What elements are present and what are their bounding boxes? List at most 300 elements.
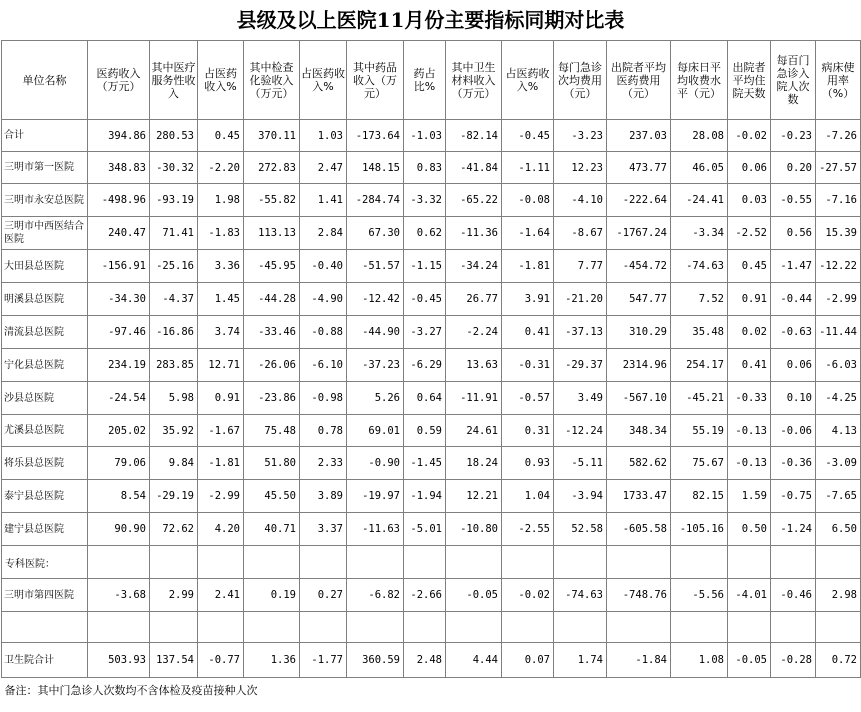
empty-cell (347, 612, 404, 643)
value-cell: -19.97 (347, 480, 404, 513)
column-header: 出院者平均医药费用（元） (607, 41, 671, 120)
table-body (2, 41, 861, 703)
value-cell: 24.61 (446, 415, 502, 447)
value-cell: -3.94 (554, 480, 607, 513)
value-cell: -8.67 (554, 217, 607, 250)
value-cell: 0.91 (728, 283, 771, 316)
value-cell: -82.14 (446, 120, 502, 152)
value-cell: 26.77 (446, 283, 502, 316)
value-cell: -3.27 (404, 316, 446, 349)
value-cell: 205.02 (88, 415, 150, 447)
value-cell: 5.26 (347, 382, 404, 415)
value-cell: -1.24 (771, 513, 816, 546)
value-cell: 45.50 (244, 480, 300, 513)
value-cell: -3.68 (88, 579, 150, 612)
value-cell: 280.53 (150, 120, 198, 152)
unit-name: 三明市第四医院 (2, 579, 88, 612)
value-cell: 90.90 (88, 513, 150, 546)
value-cell: -0.08 (502, 184, 554, 217)
value-cell: 0.45 (728, 250, 771, 283)
value-cell: -25.16 (150, 250, 198, 283)
value-cell: 348.34 (607, 415, 671, 447)
value-cell: 503.93 (88, 643, 150, 678)
value-cell: -3.34 (671, 217, 728, 250)
column-header: 病床使用率（%） (816, 41, 861, 120)
value-cell: -1.47 (771, 250, 816, 283)
column-header: 其中检查化验收入（万元） (244, 41, 300, 120)
empty-cell (502, 612, 554, 643)
value-cell: 0.27 (300, 579, 347, 612)
value-cell: 3.49 (554, 382, 607, 415)
value-cell: 2.47 (300, 152, 347, 184)
value-cell: 3.89 (300, 480, 347, 513)
value-cell: -156.91 (88, 250, 150, 283)
blank-row (2, 612, 861, 643)
column-header: 出院者平均住院天数 (728, 41, 771, 120)
empty-cell (198, 546, 244, 579)
value-cell: 0.31 (502, 415, 554, 447)
value-cell: 3.36 (198, 250, 244, 283)
value-cell: -0.90 (347, 447, 404, 480)
unit-name: 明溪县总医院 (2, 283, 88, 316)
value-cell: 137.54 (150, 643, 198, 678)
table-row (2, 447, 861, 480)
value-cell: -0.44 (771, 283, 816, 316)
column-header: 医药收入（万元） (88, 41, 150, 120)
value-cell: -4.10 (554, 184, 607, 217)
value-cell: 52.58 (554, 513, 607, 546)
value-cell: 0.83 (404, 152, 446, 184)
empty-cell (347, 546, 404, 579)
value-cell: 51.80 (244, 447, 300, 480)
table-title: 县级及以上医院11月份主要指标同期对比表 (236, 8, 625, 32)
value-cell: -0.77 (198, 643, 244, 678)
value-cell: -6.03 (816, 349, 861, 382)
empty-cell (300, 612, 347, 643)
unit-name: 合计 (2, 120, 88, 152)
column-header: 其中卫生材料收入（万元） (446, 41, 502, 120)
value-cell: -3.32 (404, 184, 446, 217)
value-cell: 0.62 (404, 217, 446, 250)
value-cell: -4.37 (150, 283, 198, 316)
value-cell: -2.99 (198, 480, 244, 513)
value-cell: -1.81 (198, 447, 244, 480)
column-header: 每百门急诊入院人次数 (771, 41, 816, 120)
value-cell: -6.29 (404, 349, 446, 382)
value-cell: 2.33 (300, 447, 347, 480)
value-cell: -0.02 (502, 579, 554, 612)
value-cell: -12.42 (347, 283, 404, 316)
empty-cell (88, 546, 150, 579)
note-row (2, 678, 861, 703)
unit-name: 卫生院合计 (2, 643, 88, 678)
value-cell: -748.76 (607, 579, 671, 612)
value-cell: -284.74 (347, 184, 404, 217)
value-cell: 1.41 (300, 184, 347, 217)
empty-cell (771, 546, 816, 579)
empty-cell (816, 612, 861, 643)
value-cell: -0.23 (771, 120, 816, 152)
unit-name: 尤溪县总医院 (2, 415, 88, 447)
value-cell: 4.13 (816, 415, 861, 447)
column-header: 每床日平均收费水平（元） (671, 41, 728, 120)
unit-name: 三明市永安总医院 (2, 184, 88, 217)
table-row (2, 316, 861, 349)
value-cell: -45.95 (244, 250, 300, 283)
value-cell: 2.84 (300, 217, 347, 250)
value-cell: -74.63 (554, 579, 607, 612)
value-cell: -2.20 (198, 152, 244, 184)
value-cell: -5.56 (671, 579, 728, 612)
value-cell: 237.03 (607, 120, 671, 152)
table-row (2, 513, 861, 546)
empty-cell (300, 546, 347, 579)
empty-cell (816, 546, 861, 579)
value-cell: -0.88 (300, 316, 347, 349)
value-cell: -2.52 (728, 217, 771, 250)
column-header: 每门急诊次均费用（元） (554, 41, 607, 120)
value-cell: -4.25 (816, 382, 861, 415)
value-cell: -0.75 (771, 480, 816, 513)
value-cell: -4.90 (300, 283, 347, 316)
footnote: 备注：其中门急诊人次数均不含体检及疫苗接种人次 (2, 678, 861, 703)
value-cell: -11.36 (446, 217, 502, 250)
unit-name: 将乐县总医院 (2, 447, 88, 480)
value-cell: 0.41 (728, 349, 771, 382)
table-row (2, 152, 861, 184)
value-cell: 4.20 (198, 513, 244, 546)
value-cell: -0.63 (771, 316, 816, 349)
value-cell: -45.21 (671, 382, 728, 415)
value-cell: 3.74 (198, 316, 244, 349)
value-cell: -97.46 (88, 316, 150, 349)
value-cell: -1.11 (502, 152, 554, 184)
empty-cell (198, 612, 244, 643)
value-cell: -44.28 (244, 283, 300, 316)
value-cell: -3.09 (816, 447, 861, 480)
value-cell: 0.41 (502, 316, 554, 349)
column-header: 占医药收入% (502, 41, 554, 120)
table-row (2, 643, 861, 678)
value-cell: 0.72 (816, 643, 861, 678)
value-cell: -2.99 (816, 283, 861, 316)
value-cell: -30.32 (150, 152, 198, 184)
empty-cell (88, 612, 150, 643)
value-cell: 2.41 (198, 579, 244, 612)
value-cell: 0.78 (300, 415, 347, 447)
empty-cell (771, 612, 816, 643)
value-cell: 67.30 (347, 217, 404, 250)
empty-cell (244, 546, 300, 579)
value-cell: 55.19 (671, 415, 728, 447)
value-cell: 35.48 (671, 316, 728, 349)
value-cell: 1733.47 (607, 480, 671, 513)
value-cell: -44.90 (347, 316, 404, 349)
value-cell: -65.22 (446, 184, 502, 217)
value-cell: 148.15 (347, 152, 404, 184)
table-row (2, 120, 861, 152)
empty-cell (607, 612, 671, 643)
value-cell: 1.04 (502, 480, 554, 513)
value-cell: -16.86 (150, 316, 198, 349)
column-header: 占医药收入% (300, 41, 347, 120)
table-row (2, 217, 861, 250)
unit-name: 沙县总医院 (2, 382, 88, 415)
value-cell: 12.23 (554, 152, 607, 184)
column-header: 其中医疗服务性收入 (150, 41, 198, 120)
header-row (2, 41, 861, 120)
value-cell: -0.98 (300, 382, 347, 415)
table-row (2, 283, 861, 316)
table-row (2, 349, 861, 382)
value-cell: -21.20 (554, 283, 607, 316)
empty-cell (150, 546, 198, 579)
value-cell: 5.98 (150, 382, 198, 415)
value-cell: -29.19 (150, 480, 198, 513)
value-cell: -0.33 (728, 382, 771, 415)
value-cell: -11.63 (347, 513, 404, 546)
value-cell: -0.55 (771, 184, 816, 217)
value-cell: 1.45 (198, 283, 244, 316)
value-cell: 1.74 (554, 643, 607, 678)
value-cell: -26.06 (244, 349, 300, 382)
value-cell: -37.13 (554, 316, 607, 349)
value-cell: -6.82 (347, 579, 404, 612)
value-cell: -93.19 (150, 184, 198, 217)
value-cell: -6.10 (300, 349, 347, 382)
table-row (2, 250, 861, 283)
value-cell: 75.67 (671, 447, 728, 480)
value-cell: -173.64 (347, 120, 404, 152)
value-cell: 473.77 (607, 152, 671, 184)
value-cell: 75.48 (244, 415, 300, 447)
value-cell: 7.52 (671, 283, 728, 316)
value-cell: 13.63 (446, 349, 502, 382)
value-cell: 0.93 (502, 447, 554, 480)
unit-name: 建宁县总医院 (2, 513, 88, 546)
value-cell: -1767.24 (607, 217, 671, 250)
value-cell: -4.01 (728, 579, 771, 612)
empty-cell (2, 612, 88, 643)
value-cell: 3.91 (502, 283, 554, 316)
value-cell: 1.59 (728, 480, 771, 513)
value-cell: -1.67 (198, 415, 244, 447)
value-cell: 12.71 (198, 349, 244, 382)
value-cell: 71.41 (150, 217, 198, 250)
value-cell: 35.92 (150, 415, 198, 447)
value-cell: -0.13 (728, 447, 771, 480)
value-cell: 0.45 (198, 120, 244, 152)
value-cell: 547.77 (607, 283, 671, 316)
value-cell: 348.83 (88, 152, 150, 184)
value-cell: -7.65 (816, 480, 861, 513)
value-cell: 3.37 (300, 513, 347, 546)
value-cell: -1.45 (404, 447, 446, 480)
value-cell: -74.63 (671, 250, 728, 283)
value-cell: 12.21 (446, 480, 502, 513)
value-cell: -24.54 (88, 382, 150, 415)
indicator-table (1, 40, 861, 703)
section-label: 专科医院： (2, 546, 88, 579)
column-header: 单位名称 (2, 41, 88, 120)
value-cell: -34.24 (446, 250, 502, 283)
value-cell: 1.98 (198, 184, 244, 217)
unit-name: 泰宁县总医院 (2, 480, 88, 513)
value-cell: -1.03 (404, 120, 446, 152)
table-row (2, 382, 861, 415)
value-cell: -5.01 (404, 513, 446, 546)
empty-cell (728, 612, 771, 643)
value-cell: -10.80 (446, 513, 502, 546)
value-cell: -3.23 (554, 120, 607, 152)
value-cell: 82.15 (671, 480, 728, 513)
empty-cell (554, 612, 607, 643)
value-cell: 394.86 (88, 120, 150, 152)
column-header: 其中药品收入（万元） (347, 41, 404, 120)
value-cell: 240.47 (88, 217, 150, 250)
value-cell: -27.57 (816, 152, 861, 184)
value-cell: 2314.96 (607, 349, 671, 382)
value-cell: -33.46 (244, 316, 300, 349)
value-cell: -1.15 (404, 250, 446, 283)
value-cell: -5.11 (554, 447, 607, 480)
value-cell: -12.24 (554, 415, 607, 447)
unit-name: 清流县总医院 (2, 316, 88, 349)
empty-cell (671, 612, 728, 643)
value-cell: 310.29 (607, 316, 671, 349)
empty-cell (502, 546, 554, 579)
table-row (2, 480, 861, 513)
value-cell: 0.19 (244, 579, 300, 612)
value-cell: -24.41 (671, 184, 728, 217)
value-cell: 15.39 (816, 217, 861, 250)
value-cell: 254.17 (671, 349, 728, 382)
empty-cell (404, 612, 446, 643)
value-cell: -29.37 (554, 349, 607, 382)
value-cell: 0.64 (404, 382, 446, 415)
value-cell: -567.10 (607, 382, 671, 415)
value-cell: 28.08 (671, 120, 728, 152)
value-cell: -105.16 (671, 513, 728, 546)
value-cell: -0.13 (728, 415, 771, 447)
value-cell: -55.82 (244, 184, 300, 217)
value-cell: -12.22 (816, 250, 861, 283)
value-cell: -41.84 (446, 152, 502, 184)
value-cell: 0.20 (771, 152, 816, 184)
column-header: 药占比% (404, 41, 446, 120)
value-cell: 0.06 (728, 152, 771, 184)
value-cell: -1.77 (300, 643, 347, 678)
unit-name: 三明市中西医结合医院 (2, 217, 88, 250)
value-cell: 79.06 (88, 447, 150, 480)
value-cell: -7.16 (816, 184, 861, 217)
empty-cell (244, 612, 300, 643)
value-cell: 7.77 (554, 250, 607, 283)
value-cell: 272.83 (244, 152, 300, 184)
value-cell: 0.06 (771, 349, 816, 382)
value-cell: 582.62 (607, 447, 671, 480)
value-cell: -0.45 (502, 120, 554, 152)
value-cell: -1.84 (607, 643, 671, 678)
value-cell: 234.19 (88, 349, 150, 382)
value-cell: -0.46 (771, 579, 816, 612)
value-cell: 283.85 (150, 349, 198, 382)
value-cell: 46.05 (671, 152, 728, 184)
value-cell: 2.99 (150, 579, 198, 612)
value-cell: 0.56 (771, 217, 816, 250)
value-cell: -605.58 (607, 513, 671, 546)
value-cell: 113.13 (244, 217, 300, 250)
value-cell: -0.36 (771, 447, 816, 480)
value-cell: -0.45 (404, 283, 446, 316)
value-cell: 2.48 (404, 643, 446, 678)
value-cell: 69.01 (347, 415, 404, 447)
value-cell: -0.06 (771, 415, 816, 447)
value-cell: 6.50 (816, 513, 861, 546)
value-cell: 4.44 (446, 643, 502, 678)
value-cell: 0.07 (502, 643, 554, 678)
value-cell: 72.62 (150, 513, 198, 546)
value-cell: -51.57 (347, 250, 404, 283)
value-cell: -11.44 (816, 316, 861, 349)
value-cell: -0.40 (300, 250, 347, 283)
value-cell: 2.98 (816, 579, 861, 612)
empty-cell (404, 546, 446, 579)
empty-cell (671, 546, 728, 579)
value-cell: -2.55 (502, 513, 554, 546)
value-cell: -2.66 (404, 579, 446, 612)
value-cell: -0.02 (728, 120, 771, 152)
unit-name: 三明市第一医院 (2, 152, 88, 184)
value-cell: 0.50 (728, 513, 771, 546)
value-cell: -2.24 (446, 316, 502, 349)
value-cell: 370.11 (244, 120, 300, 152)
value-cell: -37.23 (347, 349, 404, 382)
value-cell: -34.30 (88, 283, 150, 316)
value-cell: 40.71 (244, 513, 300, 546)
value-cell: 0.03 (728, 184, 771, 217)
value-cell: 9.84 (150, 447, 198, 480)
table-row (2, 184, 861, 217)
value-cell: 1.03 (300, 120, 347, 152)
value-cell: 18.24 (446, 447, 502, 480)
value-cell: 360.59 (347, 643, 404, 678)
empty-cell (446, 546, 502, 579)
column-header: 占医药收入% (198, 41, 244, 120)
value-cell: 0.91 (198, 382, 244, 415)
value-cell: -0.05 (728, 643, 771, 678)
value-cell: -7.26 (816, 120, 861, 152)
value-cell: 1.36 (244, 643, 300, 678)
value-cell: -23.86 (244, 382, 300, 415)
value-cell: 0.02 (728, 316, 771, 349)
value-cell: -1.83 (198, 217, 244, 250)
section-row (2, 546, 861, 579)
table-row (2, 579, 861, 612)
empty-cell (150, 612, 198, 643)
value-cell: -11.91 (446, 382, 502, 415)
table-row (2, 415, 861, 447)
value-cell: -454.72 (607, 250, 671, 283)
unit-name: 宁化县总医院 (2, 349, 88, 382)
value-cell: 0.59 (404, 415, 446, 447)
value-cell: -1.64 (502, 217, 554, 250)
empty-cell (554, 546, 607, 579)
empty-cell (607, 546, 671, 579)
empty-cell (446, 612, 502, 643)
unit-name: 大田县总医院 (2, 250, 88, 283)
value-cell: -0.28 (771, 643, 816, 678)
